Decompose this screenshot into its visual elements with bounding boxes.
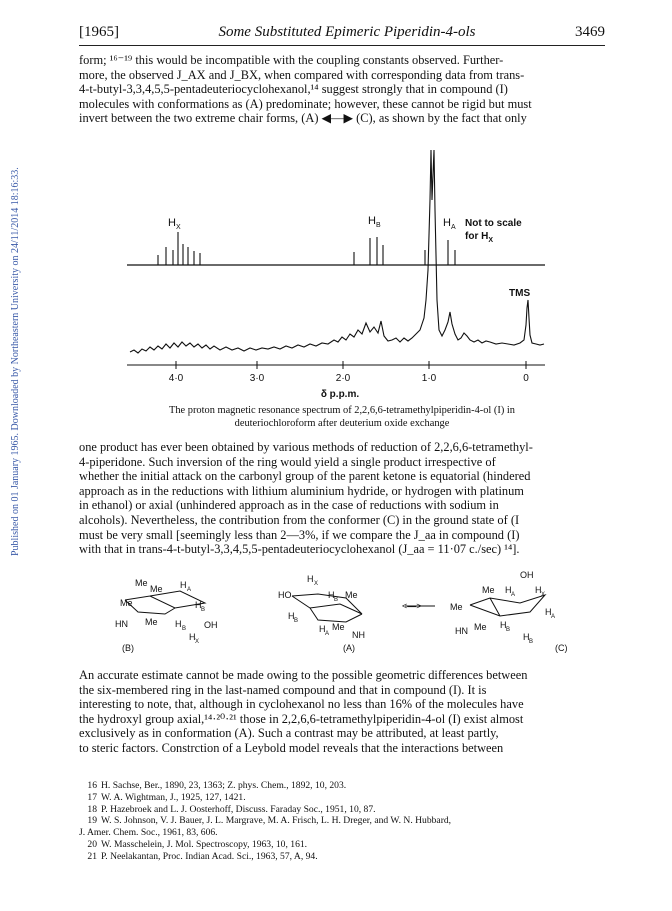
svg-text:HN: HN [455,626,468,636]
text-line: alcohols). Nevertheless, the contribution from the conformer (C) in the ground state of (I [79,512,520,527]
text-line: must be very small [seemingly less than 2—3%, if we compare the J_aa in compound (I) [79,527,520,542]
ring-c [470,595,545,616]
svg-text:HO: HO [278,590,292,600]
svg-text:H: H [319,624,326,634]
footnote: 16 H. Sachse, Ber., 1890, 23, 1363; Z. phys. Chem., 1892, 10, 203. [87,780,347,791]
svg-text:Me: Me [135,578,148,588]
svg-text:Me: Me [482,585,495,595]
text-line: one product has ever been obtained by various methods of reduction of 2,2,6,6-tetramethyl- [79,440,533,454]
text-line: whether the initial attack on the carbonyl group of the parent ketone is equatorial (hindered [79,469,531,484]
svg-text:H: H [535,585,542,595]
svg-text:Me: Me [450,602,463,612]
svg-text:NH: NH [352,630,365,640]
running-header [79,24,605,41]
svg-text:B: B [182,626,187,632]
svg-text:Me: Me [474,622,487,632]
text-line: more, the observed J_AX and J_BX, when compared with corresponding data from trans- [79,67,525,82]
svg-text:Me: Me [150,584,163,594]
tms-label: TMS [509,288,531,299]
text-line: 4-t-butyl-3,3,4,5,5-pentadeuteriocyclohexanol,¹⁴ suggest strongly that in compound (I) [79,82,508,97]
for-hx-note: for $H_X$ [465,231,494,244]
nmr-spectrum-figure [0,140,672,405]
svg-text:X: X [195,639,200,645]
caption-line: deuteriochloroform after deuterium oxide exchange [234,417,450,429]
label-c: (C) [555,643,568,653]
footnote-continuation: J. Amer. Chem. Soc., 1961, 83, 606. [79,827,218,839]
tick-label: 4·0 [168,373,184,384]
hx-sticks [158,232,200,265]
label-a: (A) [343,643,355,653]
text-line: 4-piperidone. Such inversion of the ring would yield a single product irrespective of [79,454,496,469]
text-line: approach as in the reductions with lithium aluminium hydride, or hydrogen with platinum [79,483,524,498]
tick-label: 3·0 [249,373,265,384]
figure-caption [100,405,584,430]
text-line: the hydroxyl group axial,¹⁴·²⁰·²¹ those in 2,2,6,6-tetramethylpiperidin-4-ol (I) exist almost [79,711,524,726]
svg-text:OH: OH [204,620,218,630]
footnote: 18 P. Hazebroek and L. J. Oosterhoff, Discuss. Faraday Soc., 1951, 10, 87. [87,803,376,815]
tick-label: 0 [523,373,529,384]
footnote: 21 P. Neelakantan, Proc. Indian Acad. Sci., 1963, 57, A, 94. [87,850,318,862]
tick-label: 2·0 [335,373,351,384]
svg-text:X: X [314,581,319,587]
paragraph-3 [79,668,605,756]
ring-b [125,591,205,614]
svg-text:B: B [294,618,299,624]
x-axis-label: δ p.p.m. [320,389,360,400]
footnote: 17 W. A. Wightman, J., 1925, 127, 1421. [87,791,246,803]
hb-sticks [354,237,383,265]
header-page-number: 3469 [574,24,605,40]
footnote: 19 W. S. Johnson, V. J. Bauer, J. L. Margrave, M. A. Frisch, L. H. Dreger, and W. N. Hubbard, [87,815,452,827]
download-watermark: Published on 01 January 1965. Downloaded by Northeastern University on 24/11/2014 18:16:33. [10,167,21,556]
svg-text:A: A [551,614,556,620]
paragraph-2 [79,440,605,557]
svg-text:H: H [505,585,512,595]
not-to-scale-note: Not to scale [465,218,522,229]
svg-text:A: A [187,587,192,593]
footnote: 20 W. Masschelein, J. Mol. Spectroscopy, 1963, 10, 161. [87,838,308,850]
svg-text:H: H [175,619,182,629]
svg-text:B: B [529,639,534,645]
header-rule [79,45,605,46]
hb-label: $H_B$ [368,215,381,229]
svg-text:X: X [541,592,546,598]
text-line: molecules with conformations as (A) predominate; however, these cannot be rigid but must [79,96,532,111]
text-line: in ethanol) or axial (unhindered approach as in the case of reductions with sodium in [79,498,499,513]
svg-text:B: B [201,607,206,613]
svg-text:H: H [545,607,552,617]
svg-text:Me: Me [345,590,358,600]
svg-text:H: H [328,590,335,600]
text-line: the six-membered ring in the last-named compound and that in compound (I). It is [79,682,487,697]
svg-text:H: H [195,600,202,610]
svg-text:<—>: <—> [402,601,422,611]
svg-text:OH: OH [520,570,534,580]
text-line: to steric factors. Constrction of a Leybold model reveals that the interactions between [79,740,504,755]
svg-text:Me: Me [120,598,133,608]
text-line: interesting to note, that, although in cyclohexanol no less than 16% of the molecules have [79,697,524,712]
text-line: exclusively as in conformation (A). Such a contrast may be attributed, at least partly, [79,726,499,741]
paragraph-1 [79,53,605,126]
ha-sticks [425,240,455,265]
svg-text:H: H [180,580,187,590]
svg-text:H: H [307,574,314,584]
hx-label: $H_X$ [168,217,181,231]
footnotes [79,780,605,863]
svg-text:Me: Me [332,622,345,632]
caption-line: The proton magnetic resonance spectrum of 2,2,6,6-tetramethylpiperidin-4-ol (I) in [169,405,515,416]
conformation-structures [0,560,672,660]
svg-text:B: B [334,597,339,603]
svg-text:Me: Me [145,617,158,627]
svg-text:HN: HN [115,619,128,629]
svg-text:H: H [288,611,295,621]
ha-label: $H_A$ [443,217,456,231]
text-line: An accurate estimate cannot be made owing to the possible geometric differences between [79,668,528,682]
text-line: with that in trans-4-t-butyl-3,3,4,5,5-pentadeuteriocyclohexanol (J_aa = 11·07 c./sec) ¹⁴]. [79,542,520,557]
header-year: [1965] [79,24,119,40]
svg-text:H: H [189,632,196,642]
spectrum-trace [130,150,544,353]
text-line: invert between the two extreme chair forms, (A) ◀—▶ (C), as shown by the fact that only [79,111,527,126]
text-line: form; ¹⁶⁻¹⁹ this would be incompatible with the coupling constants observed. Further- [79,53,504,67]
svg-text:H: H [523,632,530,642]
svg-text:H: H [500,620,507,630]
svg-text:A: A [511,592,516,598]
svg-text:B: B [506,627,511,633]
header-title: Some Substituted Epimeric Piperidin-4-ols [218,24,476,40]
svg-text:A: A [325,631,330,637]
tick-label: 1·0 [421,373,437,384]
label-b: (B) [122,643,134,653]
